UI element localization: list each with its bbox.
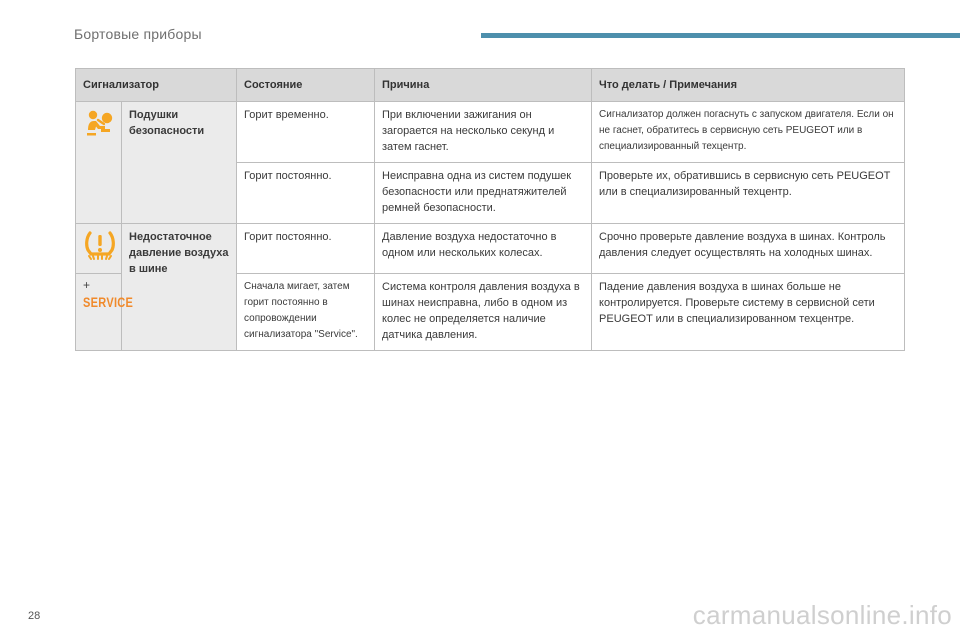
table-row xyxy=(76,102,905,163)
service-icon-cell xyxy=(76,274,134,351)
header-cause: Причина xyxy=(375,69,592,102)
tyre-cause-2: Система контроля давления воздуха в шинах неисправна, либо в одном из колес не определяется наличие датчика давления. xyxy=(375,274,592,351)
header-action: Что делать / Примечания xyxy=(592,69,905,102)
airbag-name: Подушки безопасности xyxy=(122,102,237,224)
header-indicator: Сигнализатор xyxy=(76,69,237,102)
table-header-row xyxy=(76,69,905,102)
table-row xyxy=(76,224,905,274)
airbag-icon-cell xyxy=(76,102,122,224)
airbag-action-2: Проверьте их, обратившись в сервисную сеть PEUGEOT или в специализированный техцентр. xyxy=(592,163,905,224)
plus-sign: + xyxy=(83,278,91,292)
airbag-state-2: Горит постоянно. xyxy=(237,163,375,224)
tyre-state-2: Сначала мигает, затем горит постоянно в сопровождении сигнализатора "Service". xyxy=(237,274,375,351)
tyre-pressure-name: Недостаточное давление воздуха в шине xyxy=(122,224,237,351)
service-warning-icon: SERVICE xyxy=(83,295,134,311)
airbag-warning-icon xyxy=(83,130,115,142)
airbag-cause-1: При включении зажигания он загорается на несколько секунд и затем гаснет. xyxy=(375,102,592,163)
page-number: 28 xyxy=(28,610,41,622)
watermark: carmanualsonline.info xyxy=(692,600,952,630)
tyre-cause-1: Давление воздуха недостаточно в одном или нескольких колесах. xyxy=(375,224,592,274)
tyre-action-2: Падение давления воздуха в шинах больше не контролируется. Проверьте систему в сервисной сети PEUGEOT или в специализированном техцентре. xyxy=(592,274,905,351)
header-accent-bar xyxy=(481,33,960,38)
section-title: Бортовые приборы xyxy=(74,26,202,42)
tyre-pressure-icon-cell xyxy=(76,224,122,274)
airbag-action-1: Сигнализатор должен погаснуть с запуском двигателя. Если он не гаснет, обратитесь в сервисную сеть PEUGEOT или в специализированный техцентр. xyxy=(592,102,905,163)
indicator-table xyxy=(75,68,905,351)
header-state: Состояние xyxy=(237,69,375,102)
airbag-state-1: Горит временно. xyxy=(237,102,375,163)
tyre-action-1: Срочно проверьте давление воздуха в шинах. Контроль давления следует осуществлять на холодных шинах. xyxy=(592,224,905,274)
airbag-cause-2: Неисправна одна из систем подушек безопасности или преднатяжителей ремней безопасности. xyxy=(375,163,592,224)
tyre-state-1: Горит постоянно. xyxy=(237,224,375,274)
tyre-pressure-warning-icon xyxy=(83,252,117,264)
